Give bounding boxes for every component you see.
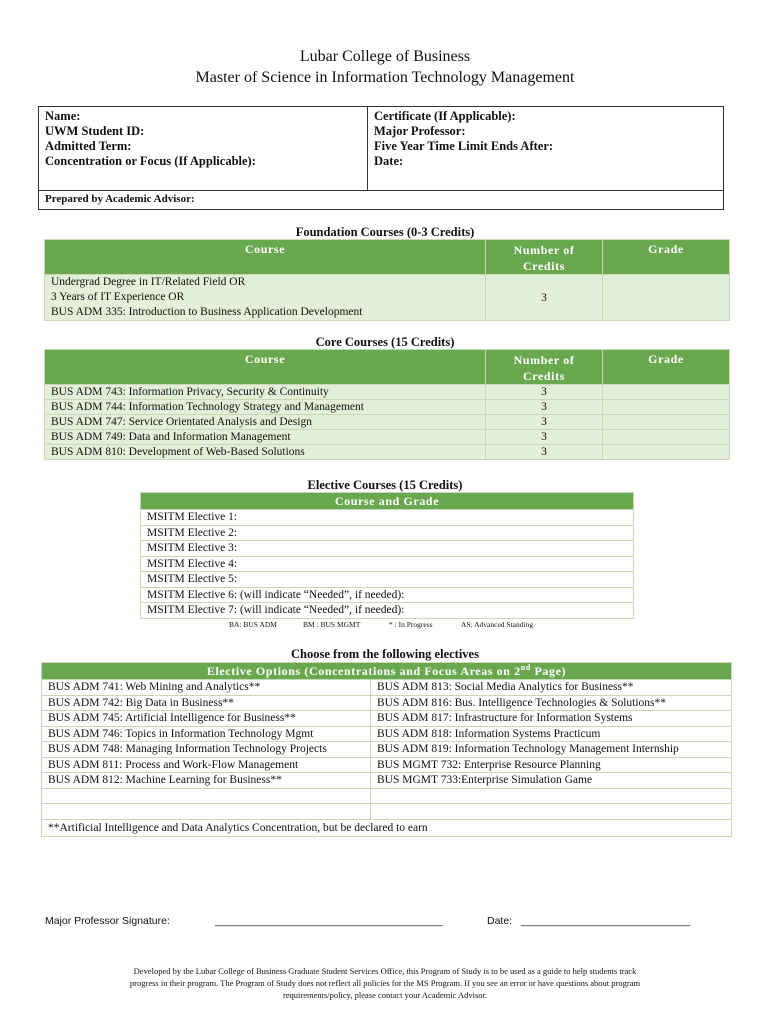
course-name: BUS ADM 749: Data and Information Management	[45, 430, 486, 445]
option-right: BUS MGMT 733:Enterprise Simulation Game	[371, 773, 732, 789]
student-id-field[interactable]: UWM Student ID:	[45, 124, 145, 138]
legend-in-progress: * : In Progress	[389, 620, 433, 629]
grade-header: Grade	[603, 240, 730, 275]
table-row	[42, 804, 732, 820]
electives-header: Course and Grade	[141, 493, 634, 510]
course-header: Course	[45, 350, 486, 385]
elective-row[interactable]: MSITM Elective 6: (will indicate “Needed”, if needed):	[141, 587, 634, 603]
grade-cell[interactable]	[603, 400, 730, 415]
option-right: BUS ADM 816: Bus. Intelligence Technologies & Solutions**	[371, 695, 732, 711]
table-row	[42, 773, 732, 789]
option-right: BUS MGMT 732: Enterprise Resource Planning	[371, 757, 732, 773]
grade-cell[interactable]	[603, 430, 730, 445]
legend-bm: BM : BUS MGMT	[303, 620, 361, 629]
major-professor-field[interactable]: Major Professor:	[374, 124, 466, 138]
table-row	[45, 415, 730, 430]
elective-row[interactable]: MSITM Elective 3:	[141, 541, 634, 557]
signature-date-label: Date:	[487, 915, 513, 927]
table-row	[45, 445, 730, 460]
elective-row[interactable]: MSITM Elective 4:	[141, 556, 634, 572]
elective-row[interactable]: MSITM Elective 2:	[141, 525, 634, 541]
table-row	[42, 695, 732, 711]
core-title: Core Courses (15 Credits)	[315, 335, 455, 349]
legend-ba: BA: BUS ADM	[229, 620, 277, 629]
course-credits: 3	[486, 400, 603, 415]
table-row	[42, 711, 732, 727]
program-title: Master of Science in Information Technology Management	[195, 69, 575, 86]
student-info-box	[38, 106, 724, 210]
course-credits: 3	[486, 430, 603, 445]
admitted-term-field[interactable]: Admitted Term:	[45, 139, 132, 153]
elective-row[interactable]: MSITM Elective 7: (will indicate “Needed”, if needed):	[141, 603, 634, 619]
option-left: BUS ADM 741: Web Mining and Analytics**	[42, 680, 371, 696]
table-row	[45, 385, 730, 400]
option-left[interactable]	[42, 804, 371, 820]
table-row	[42, 726, 732, 742]
table-row	[42, 788, 732, 804]
option-right: BUS ADM 817: Infrastructure for Information Systems	[371, 711, 732, 727]
signature-label: Major Professor Signature:	[45, 915, 170, 927]
name-field[interactable]: Name:	[45, 109, 81, 123]
grade-cell[interactable]	[603, 385, 730, 400]
electives-table	[140, 492, 634, 619]
credits-header: Number of Credits	[486, 240, 603, 275]
date-field[interactable]: Date:	[374, 154, 404, 168]
time-limit-field[interactable]: Five Year Time Limit Ends After:	[374, 139, 554, 153]
table-row	[42, 680, 732, 696]
elective-row[interactable]: MSITM Elective 5:	[141, 572, 634, 588]
option-left: BUS ADM 745: Artificial Intelligence for Business**	[42, 711, 371, 727]
foundation-grade-cell[interactable]	[603, 275, 730, 321]
course-header: Course	[45, 240, 486, 275]
table-row	[42, 742, 732, 758]
concentration-note: **Artificial Intelligence and Data Analytics Concentration, but be declared to earn	[42, 819, 732, 836]
foundation-title: Foundation Courses (0-3 Credits)	[295, 225, 475, 239]
course-name: BUS ADM 744: Information Technology Strategy and Management	[45, 400, 486, 415]
course-credits: 3	[486, 385, 603, 400]
option-left: BUS ADM 742: Big Data in Business**	[42, 695, 371, 711]
course-name: BUS ADM 747: Service Orientated Analysis and Design	[45, 415, 486, 430]
prepared-by-field[interactable]: Prepared by Academic Advisor:	[39, 191, 724, 210]
table-row	[45, 430, 730, 445]
elective-row[interactable]: MSITM Elective 1:	[141, 510, 634, 526]
option-left[interactable]	[42, 788, 371, 804]
core-table	[44, 349, 730, 460]
signature-line[interactable]: _______________________________________	[215, 915, 443, 927]
certificate-field[interactable]: Certificate (If Applicable):	[374, 109, 516, 123]
options-title: Choose from the following electives	[291, 647, 479, 661]
college-title: Lubar College of Business	[299, 48, 471, 65]
signature-date-line[interactable]: _____________________________	[521, 915, 691, 927]
options-table	[41, 662, 732, 837]
foundation-table	[44, 239, 730, 321]
electives-title: Elective Courses (15 Credits)	[307, 478, 463, 492]
grade-cell[interactable]	[603, 415, 730, 430]
foundation-options: Undergrad Degree in IT/Related Field OR 3 Years of IT Experience OR BUS ADM 335: Introduction to Business Application Development	[45, 275, 486, 321]
table-row	[45, 400, 730, 415]
grade-header: Grade	[603, 350, 730, 385]
course-credits: 3	[486, 415, 603, 430]
option-right: BUS ADM 813: Social Media Analytics for Business**	[371, 680, 732, 696]
option-right[interactable]	[371, 788, 732, 804]
course-name: BUS ADM 810: Development of Web-Based Solutions	[45, 445, 486, 460]
option-left: BUS ADM 812: Machine Learning for Business**	[42, 773, 371, 789]
option-right: BUS ADM 819: Information Technology Management Internship	[371, 742, 732, 758]
option-left: BUS ADM 746: Topics in Information Technology Mgmt	[42, 726, 371, 742]
options-header: Elective Options (Concentrations and Focus Areas on 2nd Page)	[42, 663, 732, 680]
table-row	[42, 757, 732, 773]
credits-header: Number of Credits	[486, 350, 603, 385]
grade-cell[interactable]	[603, 445, 730, 460]
footer-note: Developed by the Lubar College of Business Graduate Student Services Office, this Program of Study is to be used as a guide to help students track progress in their program. The Program of Study does not reflect all policies for the MS Program. If you see an error or have questions about program requirements/policy, please contact your Academic Advisor.	[129, 966, 641, 1000]
course-credits: 3	[486, 445, 603, 460]
option-left: BUS ADM 811: Process and Work-Flow Management	[42, 757, 371, 773]
option-right[interactable]	[371, 804, 732, 820]
option-left: BUS ADM 748: Managing Information Technology Projects	[42, 742, 371, 758]
option-right: BUS ADM 818: Information Systems Practicum	[371, 726, 732, 742]
course-name: BUS ADM 743: Information Privacy, Security & Continuity	[45, 385, 486, 400]
legend-advanced-standing: AS: Advanced Standing	[461, 620, 534, 629]
concentration-field[interactable]: Concentration or Focus (If Applicable):	[45, 154, 256, 168]
foundation-credits: 3	[486, 275, 603, 321]
